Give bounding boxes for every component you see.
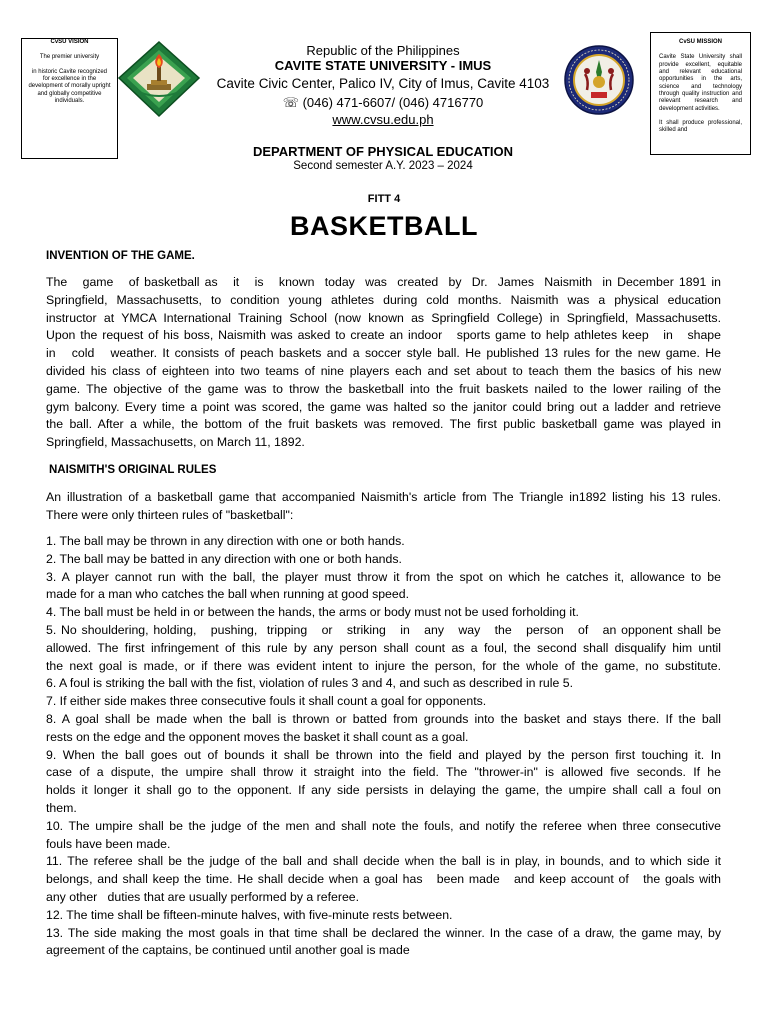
rules-list — [46, 533, 721, 960]
rules-intro — [46, 489, 721, 525]
mission-text-2: It shall produce professional, skilled and — [659, 119, 742, 134]
text-line: rests on the edge and the opponent moves the basket it shall count as a goal. — [46, 729, 469, 744]
text-line: 3. A player cannot run with the ball, the player must throw it from the spot on which he catches it, allowance to be — [46, 569, 721, 584]
document-title: BASKETBALL — [290, 211, 478, 241]
section-heading-rules: NAISMITH'S ORIGINAL RULES — [49, 464, 217, 476]
text-line: 10. The umpire shall be the judge of the men and shall note the fouls, and notify the referee when three consecutive — [46, 818, 721, 833]
department-name: DEPARTMENT OF PHYSICAL EDUCATION — [252, 144, 513, 159]
text-line: divided his class of eighteen into two teams of nine players each and set about to teach them the basics of his new — [46, 363, 721, 378]
letterhead — [190, 0, 576, 180]
pe-department-seal-icon — [563, 44, 635, 116]
text-line: case of a dispute, the umpire shall throw it straight into the field. The "thrower-in" is allowed five seconds. If he — [46, 765, 721, 780]
phone-number: (046) 471-6607/ (046) 4716770 — [302, 95, 484, 110]
phone-icon: ☏ — [282, 95, 299, 110]
text-line: belongs, and shall keep the time. He shall decide when a goal has been made and keep account of the goals with — [46, 872, 721, 887]
mission-box — [650, 32, 751, 155]
text-line: 9. When the ball goes out of bounds it shall be thrown into the field and played by the person first touching it. In — [46, 747, 721, 762]
text-line: 12. The time shall be fifteen-minute halves, with five-minute rests between. — [46, 907, 453, 922]
text-line: Springfield, Massachusetts, to condition young athletes during cold months. Naismith was a physical education — [46, 292, 721, 307]
vision-text-2: in historic Cavite recognized for excellence in the development of morally upright and globally competitive individuals. — [28, 68, 111, 104]
text-line: 13. The side making the most goals in that time shall be declared the winner. In the case of a draw, the game may, by — [46, 925, 721, 940]
text-line: 1. The ball may be thrown in any direction with one or both hands. — [46, 534, 405, 548]
vision-title: CvSU VISION — [50, 39, 89, 45]
text-line: any other duties that are usually performed by a referee. — [46, 889, 360, 904]
text-line: them. — [46, 800, 77, 815]
address-line: Cavite Civic Center, Palico IV, City of Imus, Cavite 4103 — [216, 76, 550, 91]
cvsu-logo-icon — [117, 40, 201, 118]
text-line: 6. A foul is striking the ball with the fist, violation of rules 3 and 4, and such as described in rule 5. — [46, 676, 574, 691]
section-heading-invention: INVENTION OF THE GAME. — [46, 250, 195, 262]
text-line: fouls have been made. — [46, 836, 171, 851]
semester-line: Second semester A.Y. 2023 – 2024 — [293, 160, 473, 172]
text-line: 11. The referee shall be the judge of the ball and shall decide when the ball is in play, in bounds, and to which side it — [46, 854, 721, 869]
text-line: the next goal is made, or if there was evident intent to injure the person, for the whole of the game, no substitute. — [46, 658, 721, 673]
website-link[interactable]: www.cvsu.edu.ph — [332, 112, 434, 127]
text-line: holds it longer it shall go to the opponent. If any side persists in delaying the game, the umpire shall call a foul on — [46, 783, 721, 798]
text-line: 4. The ball must be held in or between the hands, the arms or body must not be used forholding it. — [46, 605, 579, 620]
text-line: 8. A goal shall be made when the ball is thrown or batted from grounds into the basket and stays there. If the ball — [46, 711, 721, 726]
text-line: in cold weather. It consists of peach baskets and a soccer style ball. He published 13 rules for the new game. He — [46, 346, 721, 361]
text-line: 7. If either side makes three consecutive fouls it shall count a goal for opponents. — [46, 694, 487, 709]
phone-line — [190, 95, 576, 111]
republic-line: Republic of the Philippines — [306, 43, 460, 58]
text-line: allowed. The first infringement of this rule by any person shall count as a foul, the second shall disqualify him until — [46, 640, 721, 655]
text-line: An illustration of a basketball game that accompanied Naismith's article from The Triangle in1892 listing his 13 rules. — [46, 490, 721, 504]
mission-title: CvSU MISSION — [678, 39, 722, 45]
text-line: 5. No shouldering, holding, pushing, tripping or striking in any way the person of an opponent shall be — [46, 622, 721, 637]
mission-text-1: Cavite State University shall provide excellent, equitable and relevant educational opportunities in the arts, science and technology through quality instruction and relevant research and development activities. — [659, 54, 742, 112]
text-line: 2. The ball may be batted in any direction with one or both hands. — [46, 551, 402, 566]
text-line: Springfield, Massachusetts, on March 11, 1892. — [46, 435, 305, 450]
text-line: agreement of the captains, be continued until another goal is made — [46, 943, 410, 958]
text-line: made for a man who catches the ball when running at good speed. — [46, 587, 409, 602]
text-line: the ball. After a while, the bottom of the fruit baskets was removed. The first public basketball game was played in — [46, 417, 721, 432]
university-name: CAVITE STATE UNIVERSITY - IMUS — [274, 58, 492, 73]
text-line: game. The objective of the game was to throw the basketball into the fruit baskets nailed to the lower railing of the — [46, 381, 721, 396]
document-code: FITT 4 — [367, 193, 401, 205]
text-line: instructor at YMCA International Training School (now known as Springfield College) in Springfield, Massachusetts. — [46, 310, 721, 325]
text-line: There were only thirteen rules of "basketball": — [46, 507, 294, 522]
text-line: The game of basketball as it is known today was created by Dr. James Naismith in December 1891 in — [46, 275, 721, 289]
vision-text-1: The premier university — [39, 54, 100, 61]
vision-box — [21, 38, 118, 159]
text-line: Upon the request of his boss, Naismith was asked to create an indoor sports game to help athletes keep in shape — [46, 328, 721, 343]
text-line: gym balcony. Every time a point was scored, the game was halted so the janitor could bring out a ladder and retrieve — [46, 399, 721, 414]
section-invention-body — [46, 274, 721, 452]
